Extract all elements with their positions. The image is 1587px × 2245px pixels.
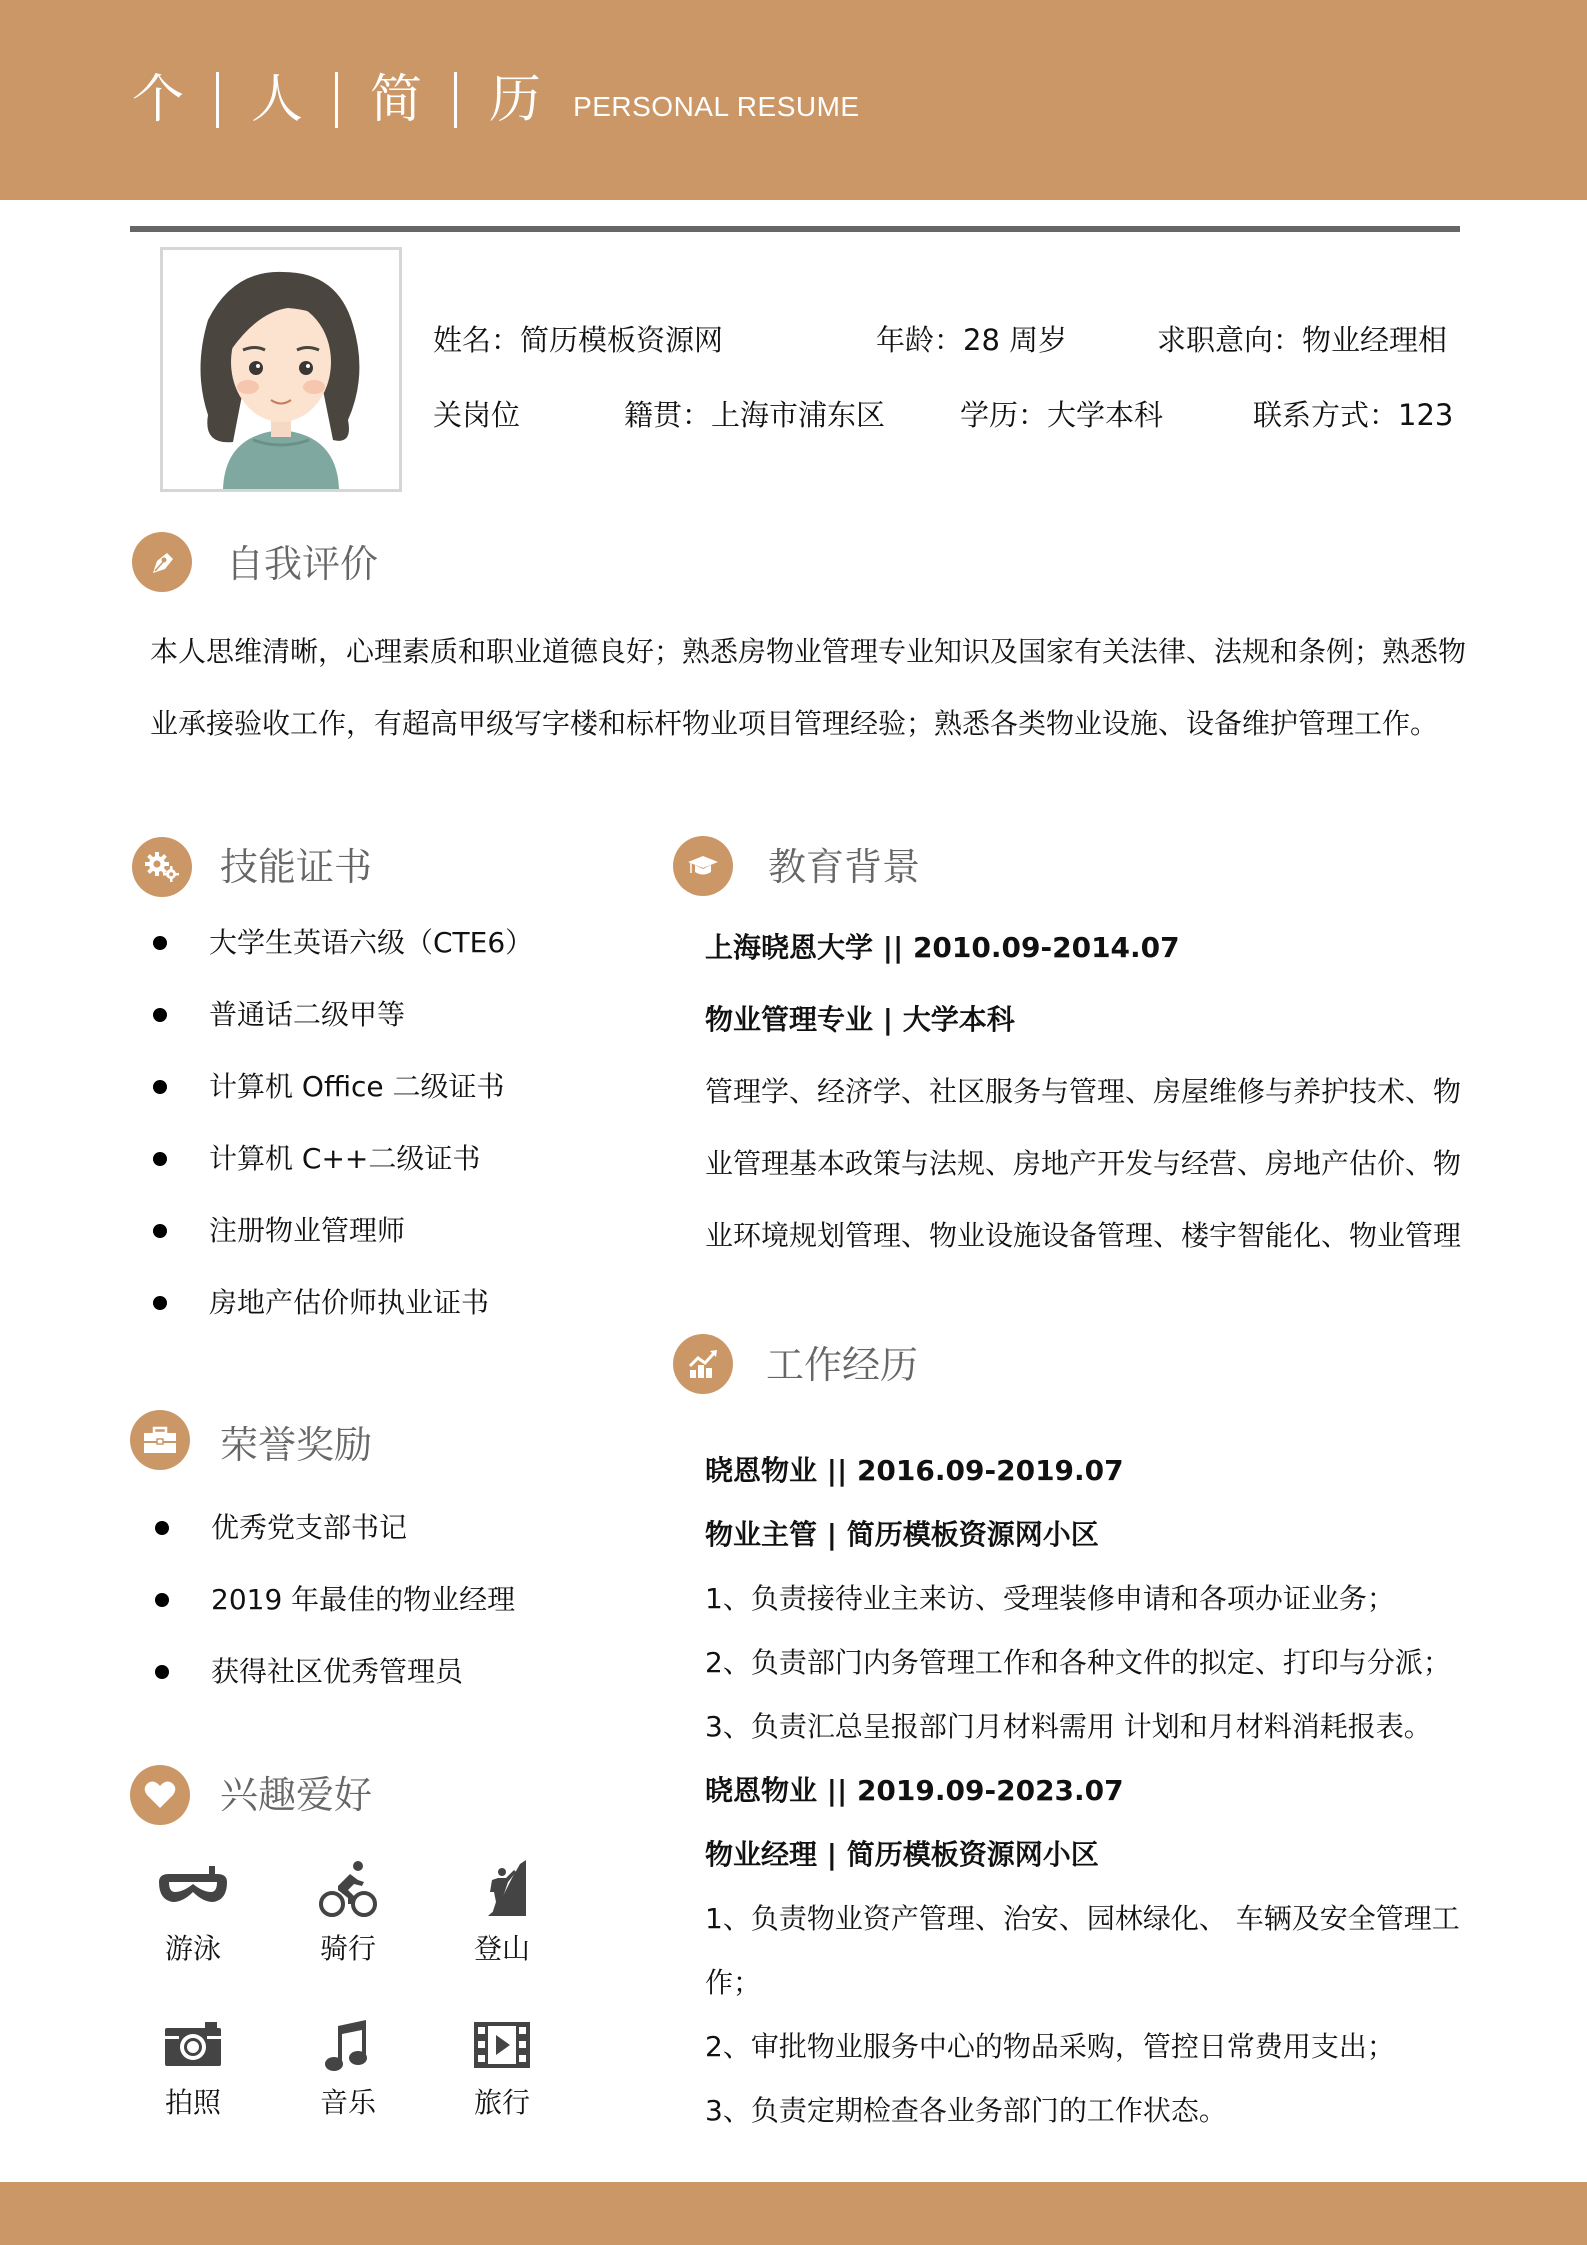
hobby-item-climbing	[432, 1858, 572, 1966]
hobby-item-travel	[432, 2012, 572, 2120]
section-title-skills: 技能证书	[220, 845, 373, 889]
job-duty: 1、负责物业资产管理、治安、园林绿化、 车辆及安全管理工	[705, 1902, 1460, 1935]
climbing-icon	[462, 1858, 542, 1922]
education-course-line: 业环境规划管理、物业设施设备管理、楼宇智能化、物业管理	[705, 1219, 1462, 1252]
bullet-icon	[153, 936, 167, 950]
skill-item: 普通话二级甲等	[153, 997, 405, 1033]
info-job-intent-cont: 关岗位	[433, 398, 521, 432]
section-title-hobbies: 兴趣爱好	[220, 1773, 373, 1817]
swim-goggles-icon	[153, 1858, 233, 1922]
skill-item: 计算机 Office 二级证书	[153, 1069, 505, 1105]
info-education: 学历：大学本科	[960, 398, 1164, 432]
info-job-intent: 求职意向：物业经理相	[1157, 323, 1448, 357]
hobby-label: 音乐	[319, 2086, 376, 2119]
hobby-label: 登山	[473, 1932, 530, 1965]
bullet-icon	[153, 1080, 167, 1094]
job-role: 物业经理 | 简历模板资源网小区	[705, 1838, 1099, 1871]
music-note-icon	[308, 2012, 388, 2076]
info-hometown: 籍贯：上海市浦东区	[624, 398, 886, 432]
hobby-item-music	[278, 2012, 418, 2120]
title-subtitle: PERSONAL RESUME	[573, 91, 860, 122]
avatar-illustration	[163, 250, 399, 489]
hobby-item-swimming	[123, 1858, 263, 1966]
self-eval-line: 业承接验收工作，有超高甲级写字楼和标杆物业项目管理经验；熟悉各类物业设施、设备维护管理工作。	[150, 707, 1439, 740]
briefcase-icon	[130, 1410, 190, 1470]
bullet-icon	[153, 1296, 167, 1310]
section-title-self-eval: 自我评价	[226, 542, 379, 586]
hobby-item-photography	[123, 2012, 263, 2120]
job-duty: 1、负责接待业主来访、受理装修申请和各项办证业务；	[705, 1582, 1395, 1615]
skill-item: 计算机 C++二级证书	[153, 1141, 480, 1177]
title-separator	[454, 72, 457, 128]
title-separator	[216, 72, 219, 128]
footer-bar	[0, 2182, 1587, 2245]
profile-photo	[160, 247, 402, 492]
pen-nib-icon	[132, 532, 192, 592]
title-char: 人	[251, 70, 304, 130]
education-major: 物业管理专业 | 大学本科	[705, 1003, 1015, 1036]
graduation-cap-icon	[673, 836, 733, 896]
info-name: 姓名：简历模板资源网	[433, 323, 724, 357]
info-age: 年龄：28 周岁	[876, 323, 1068, 357]
honor-item: 获得社区优秀管理员	[155, 1654, 463, 1690]
hobby-label: 骑行	[319, 1932, 376, 1965]
bullet-icon	[155, 1593, 169, 1607]
section-title-honors: 荣誉奖励	[220, 1423, 373, 1467]
education-course-line: 管理学、经济学、社区服务与管理、房屋维修与养护技术、物	[705, 1075, 1462, 1108]
camera-icon	[153, 2012, 233, 2076]
honor-item: 2019 年最佳的物业经理	[155, 1582, 515, 1618]
bullet-icon	[153, 1224, 167, 1238]
job-company: 晓恩物业 || 2019.09-2023.07	[705, 1774, 1124, 1807]
growth-chart-icon	[673, 1334, 733, 1394]
hobby-label: 游泳	[164, 1932, 221, 1965]
job-duty: 2、审批物业服务中心的物品采购，管控日常费用支出；	[705, 2030, 1395, 2063]
education-school: 上海晓恩大学 || 2010.09-2014.07	[705, 931, 1180, 964]
hobby-label: 旅行	[473, 2086, 530, 2119]
bullet-icon	[155, 1521, 169, 1535]
title-char: 简	[370, 70, 423, 130]
bullet-icon	[155, 1665, 169, 1679]
title-char: 个	[132, 70, 185, 130]
bullet-icon	[153, 1008, 167, 1022]
skill-item: 大学生英语六级（CTE6）	[153, 925, 533, 961]
skill-item: 房地产估价师执业证书	[153, 1285, 489, 1321]
title-separator	[335, 72, 338, 128]
skill-item: 注册物业管理师	[153, 1213, 405, 1249]
honor-item: 优秀党支部书记	[155, 1510, 407, 1546]
cycling-icon	[308, 1858, 388, 1922]
hobby-item-cycling	[278, 1858, 418, 1966]
gears-icon	[132, 837, 192, 897]
header-divider	[130, 226, 1460, 232]
job-duty: 3、负责定期检查各业务部门的工作状态。	[705, 2094, 1227, 2127]
bullet-icon	[153, 1152, 167, 1166]
job-duty: 作；	[705, 1966, 762, 1999]
job-duty: 3、负责汇总呈报部门月材料需用 计划和月材料消耗报表。	[705, 1710, 1432, 1743]
title-char: 历	[489, 70, 542, 130]
job-company: 晓恩物业 || 2016.09-2019.07	[705, 1454, 1124, 1487]
self-eval-text	[150, 616, 1466, 760]
job-duty: 2、负责部门内务管理工作和各种文件的拟定、打印与分派；	[705, 1646, 1451, 1679]
self-eval-line: 本人思维清晰，心理素质和职业道德良好；熟悉房物业管理专业知识及国家有关法律、法规和条例；熟悉物	[150, 635, 1467, 668]
heart-icon	[130, 1765, 190, 1825]
section-title-education: 教育背景	[768, 845, 921, 889]
resume-title	[132, 70, 860, 130]
film-icon	[462, 2012, 542, 2076]
hobby-label: 拍照	[164, 2086, 221, 2119]
job-role: 物业主管 | 简历模板资源网小区	[705, 1518, 1099, 1551]
education-course-line: 业管理基本政策与法规、房地产开发与经营、房地产估价、物	[705, 1147, 1462, 1180]
section-title-work: 工作经历	[766, 1343, 919, 1387]
info-contact: 联系方式：123	[1253, 398, 1454, 432]
